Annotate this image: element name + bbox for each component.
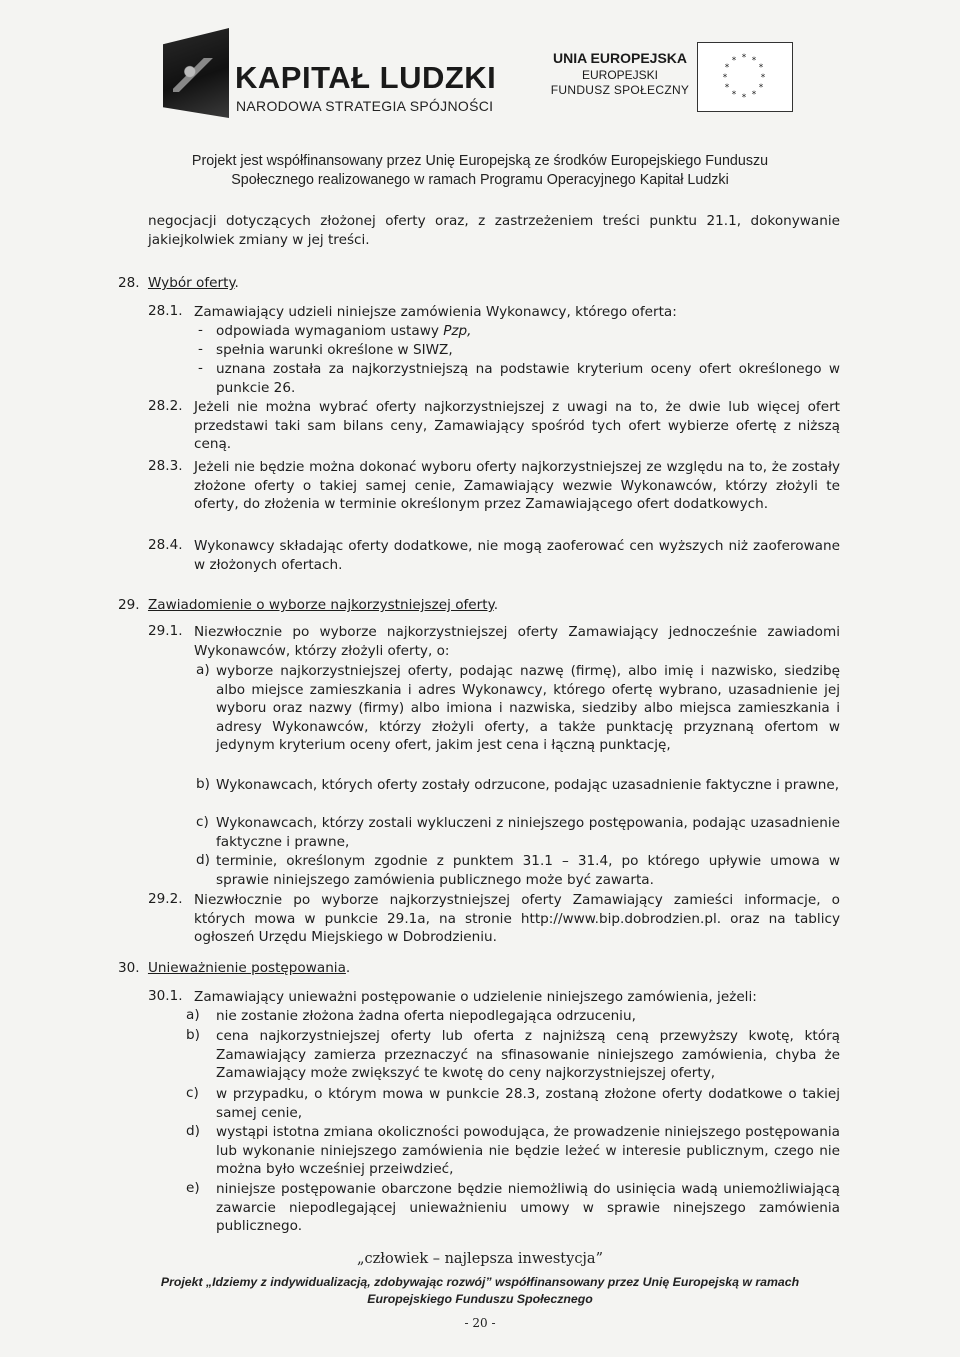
point-28-1-text: Zamawiający udzieli niniejsze zamówienia Wykonawcy, którego oferta: — [194, 304, 677, 320]
item-29-1-c-label: c) — [196, 814, 209, 830]
section-29-title-tail: . — [493, 597, 499, 613]
section-28-number: 28. — [118, 275, 140, 291]
eu-line-1: UNIA EUROPEJSKA — [552, 50, 688, 66]
item-29-1-a-text: wyborze najkorzystniejszej oferty, podając nazwę (firmę), albo imię i nazwisko, siedzibę albo miejsce zamieszkania i adres Wykonawcy, którego ofertę wybrano, uzasadnienie jej wyboru oraz nazwy (firmy) albo imiona i nazwiska, siedziby albo miejsca zamieszkania i adresy Wykonawców, którzy złożyli oferty, a także punktację przyznaną ofertom w jedynym kryterium oceny ofert, jakim jest cena i łączną punktację, — [216, 663, 840, 753]
section-30-title-tail: . — [345, 960, 351, 976]
point-28-1-number: 28.1. — [148, 303, 183, 319]
section-28-title: Wybór oferty — [147, 275, 235, 291]
item-30-1-e-text: niniejsze postępowanie obarczone będzie niemożliwią do usinięcia wadą uniemożliwiającą zawarcie niepodlegającej unieważnieniu umowy w sprawie ninejszego zamówienia publicznego. — [216, 1181, 840, 1234]
eu-stars-flag-icon — [697, 42, 793, 112]
project-info-line-2: Społecznego realizowanego w ramach Programu Operacyjnego Kapitał Ludzki — [231, 172, 729, 188]
kapital-ludzki-subtitle: NARODOWA STRATEGIA SPÓJNOŚCI — [236, 98, 494, 114]
item-30-1-c-label: c) — [186, 1085, 199, 1101]
item-30-1-b-label: b) — [186, 1027, 200, 1043]
section-29-title: Zawiadomienie o wyborze najkorzystniejszej oferty — [147, 597, 494, 613]
bullet-dash: - — [198, 341, 203, 357]
point-30-1-number: 30.1. — [148, 988, 183, 1004]
eu-logo — [545, 36, 800, 116]
item-29-1-b-text: Wykonawcach, których oferty zostały odrzucone, podając uzasadnienie faktyczne i prawne, — [216, 777, 840, 793]
point-28-3-text: Jeżeli nie będzie można dokonać wyboru oferty najkorzystniejszej ze względu na to, że zostały złożone oferty o takiej samej cenie, Zamawiający wezwie Wykonawców, którzy złożyli te oferty, do złożenia w terminie określonym przez Zamawiającego ofert dodatkowych. — [194, 459, 840, 512]
section-30-title: Unieważnienie postępowania — [147, 960, 346, 976]
section-29-heading — [118, 597, 498, 613]
item-30-1-c-text: w przypadku, o którym mowa w punkcie 28.3, zostaną złożone oferty dodatkowe o takiej samej cenie, — [216, 1086, 840, 1121]
eu-stars-icon — [698, 43, 791, 110]
bullet-1-italic: Pzp, — [443, 323, 472, 339]
item-30-1-e-label: e) — [186, 1180, 200, 1196]
footer-project-line-1: Projekt „Idziemy z indywidualizacją, zdobywając rozwój” współfinansowany przez Unię Europejską w ramach — [160, 1275, 800, 1289]
point-28-4-text: Wykonawcy składając oferty dodatkowe, nie mogą zaoferować cen wyższych niż zaoferowane w złożonych ofertach. — [194, 538, 840, 573]
page-number: - 20 - — [464, 1316, 496, 1330]
bullet-1-text: odpowiada wymaganiom ustawy — [216, 323, 444, 339]
svg-text:*: * — [751, 56, 757, 66]
item-29-1-b-label: b) — [196, 776, 210, 792]
point-29-2-number: 29.2. — [148, 891, 183, 907]
point-28-2-text: Jeżeli nie można wybrać oferty najkorzystniejszej z uwagi na to, że dwie lub więcej ofert przedstawi taki sam bilans ceny, Zamawiający spośród tych ofert wybierze ofertę z niższą ceną. — [194, 399, 840, 452]
point-28-1-bullet-2: spełnia warunki określone w SIWZ, — [216, 342, 453, 358]
footer-slogan: „człowiek – najlepsza inwestycja” — [356, 1251, 603, 1267]
svg-text:*: * — [741, 93, 747, 103]
item-29-1-d-label: d) — [196, 852, 210, 868]
svg-text:*: * — [751, 90, 757, 100]
eu-line-2: EUROPEJSKI — [581, 68, 659, 82]
kapital-ludzki-logo — [163, 28, 497, 120]
item-30-1-a-text: nie zostanie złożona żadna oferta niepodlegająca odrzuceniu, — [216, 1008, 636, 1024]
item-30-1-d-text: wystąpi istotna zmiana okoliczności powodująca, że prowadzenie niniejszego postępowania lub wykonanie niniejszego zamówienia nie będzie leżeć w interesie publicznym, czego nie można było wcześniej przeiwdzieć, — [216, 1124, 840, 1177]
point-28-2-number: 28.2. — [148, 398, 183, 414]
eu-line-3: FUNDUSZ SPOŁECZNY — [550, 83, 690, 97]
point-29-1-number: 29.1. — [148, 623, 183, 639]
svg-text:*: * — [724, 63, 730, 73]
item-30-1-a-label: a) — [186, 1007, 200, 1023]
svg-text:*: * — [724, 83, 730, 93]
section-29-number: 29. — [118, 597, 140, 613]
item-29-1-c-text: Wykonawcach, którzy zostali wykluczeni z niniejszego postępowania, podając uzasadnienie faktyczne i prawne, — [216, 815, 840, 850]
kapital-ludzki-flag-icon — [163, 28, 229, 118]
section-28-heading — [118, 275, 239, 291]
item-30-1-b-text: cena najkorzystniejszej oferty lub oferta z najniższą ceną przewyższy kwotę, którą Zamawiający zamierza przeznaczyć na sfinasowanie niniejszego zamówienia, chyba że Zamawiający może zwiększyć te kwotę do ceny najkorzystniejszej oferty, — [216, 1028, 840, 1081]
point-28-1-bullet-1 — [216, 322, 840, 341]
point-30-1-text: Zamawiający unieważni postępowanie o udzielenie niniejszego zamówienia, jeżeli: — [194, 989, 757, 1005]
svg-text:*: * — [758, 63, 764, 73]
intro-paragraph: negocjacji dotyczących złożonej oferty oraz, z zastrzeżeniem treści punktu 21.1, dokonywanie jakiejkolwiek zmiany w jej treści. — [148, 213, 840, 248]
section-30-heading — [118, 960, 350, 976]
footer-project-line-2: Europejskiego Funduszu Społecznego — [367, 1292, 593, 1306]
point-28-4-number: 28.4. — [148, 537, 183, 553]
svg-text:*: * — [731, 90, 737, 100]
svg-text:*: * — [758, 83, 764, 93]
section-30-number: 30. — [118, 960, 140, 976]
svg-text:*: * — [760, 73, 766, 83]
point-28-1-bullet-3: uznana została za najkorzystniejszą na podstawie kryterium oceny ofert określonego w punkcie 26. — [216, 361, 840, 396]
bullet-dash: - — [198, 360, 203, 376]
bullet-dash: - — [198, 322, 203, 338]
kapital-ludzki-title: KAPITAŁ LUDZKI — [235, 60, 497, 95]
item-30-1-d-label: d) — [186, 1123, 200, 1139]
project-info-line-1: Projekt jest współfinansowany przez Unię Europejską ze środków Europejskiego Funduszu — [191, 153, 769, 169]
svg-text:*: * — [722, 73, 728, 83]
point-29-2-text: Niezwłocznie po wyborze najkorzystniejszej oferty Zamawiający zamieści informacje, o których mowa w punkcie 29.1a, na stronie http://www.bip.dobrodzien.pl. oraz na tablicy ogłoszeń Urzędu Miejskiego w Dobrodzieniu. — [194, 892, 840, 945]
eu-logo-text — [545, 50, 695, 97]
item-29-1-d-text: terminie, określonym zgodnie z punktem 31.1 – 31.4, po którego upływie umowa w sprawie niniejszego zamówienia publicznego może być zawarta. — [216, 853, 840, 888]
svg-text:*: * — [731, 56, 737, 66]
point-29-1-text: Niezwłocznie po wyborze najkorzystniejszej oferty Zamawiający jednocześnie zawiadomi Wykonawców, którzy złożyli oferty, o: — [194, 624, 840, 659]
section-28-title-tail: . — [234, 275, 239, 291]
item-29-1-a-label: a) — [196, 662, 210, 678]
svg-text:*: * — [741, 53, 747, 63]
point-28-3-number: 28.3. — [148, 458, 183, 474]
